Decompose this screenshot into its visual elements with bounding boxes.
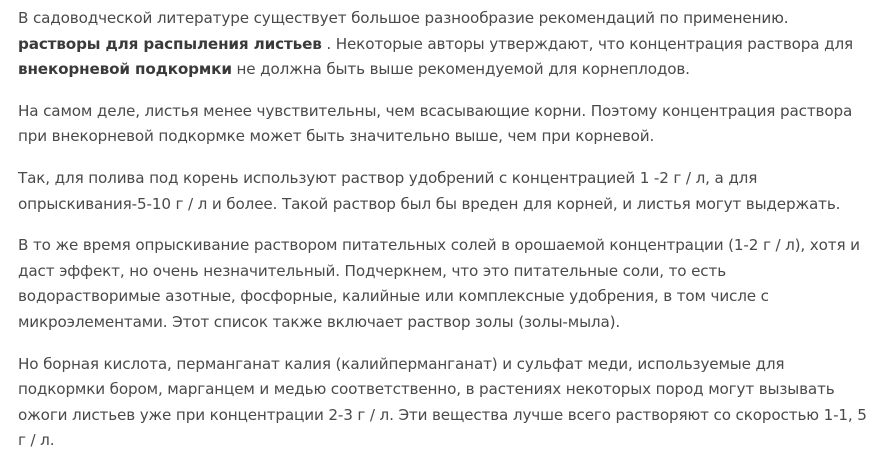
paragraph-microelements: Но борная кислота, перманганат калия (калийперманганат) и сульфат меди, используемые для подкормки бором, марганцем и медью соответственно, в растениях некоторых пород могут вызывать ожоги листьев уже при концентрации 2-3 г / л. Эти вещества лучше всего растворяют со скоростью 1-1, 5 г / л. xyxy=(18,354,867,450)
intro-text-2: . Некоторые авторы утверждают, что концентрация раствора для xyxy=(321,34,854,53)
paragraph-intro xyxy=(18,6,872,83)
paragraph-leaf-sensitivity: На самом деле, листья менее чувствительны, чем всасывающие корни. Поэтому концентрация раствора при внекорневой подкормке может быть значительно выше, чем при корневой. xyxy=(18,101,853,146)
paragraph-concentrations: Так, для полива под корень используют раствор удобрений с концентрацией 1 -2 г / л, а для опрыскивания-5-10 г / л и более. Такой раствор был бы вреден для корней, и листья могут выдержать. xyxy=(18,168,841,213)
intro-text-1: В садоводческой литературе существует большое разнообразие рекомендаций по применению. xyxy=(18,9,789,27)
bold-term-foliar-feeding: внекорневой подкормки xyxy=(18,60,232,79)
intro-text-3: не должна быть выше рекомендуемой для корнеплодов. xyxy=(231,60,690,79)
bold-term-foliar-spray: растворы для распыления листьев xyxy=(18,34,322,53)
article-body xyxy=(18,6,872,454)
paragraph-nutrient-salts: В то же время опрыскивание раствором питательных солей в орошаемой концентрации (1-2 г / л), хотя и даст эффект, но очень незначительный. Подчеркнем, что это питательные соли, то есть водорастворимые азотные, фосфорные, калийные или комплексные удобрения, в том числе с микроэлементами. Этот список также включает раствор золы (золы-мыла). xyxy=(18,236,860,331)
